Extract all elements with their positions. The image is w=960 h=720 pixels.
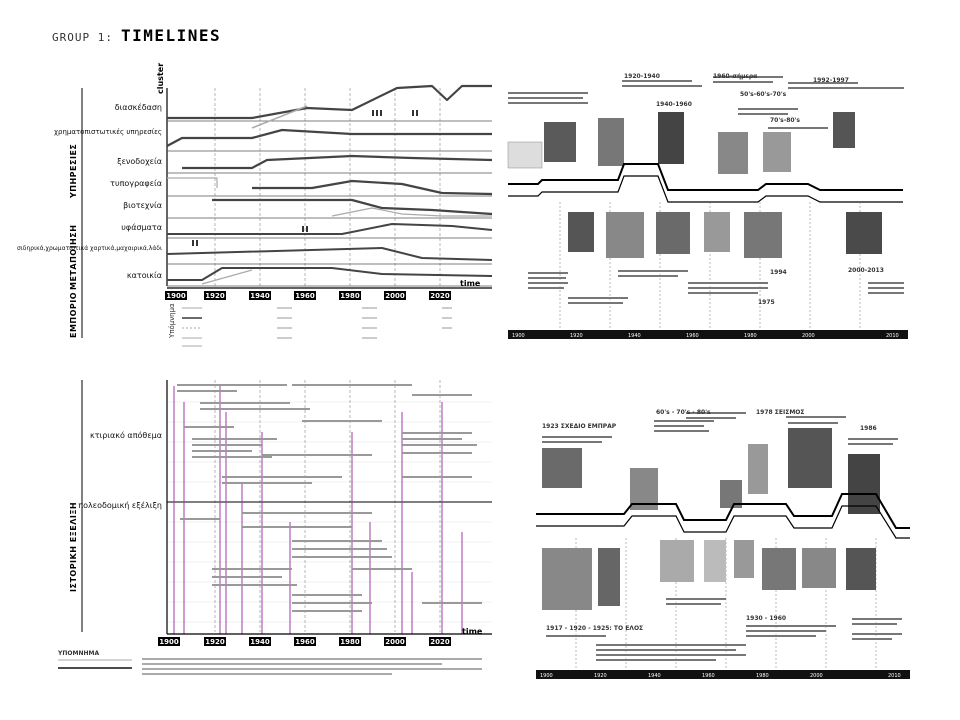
caption: 1994 <box>770 269 787 276</box>
time-axis-label: time <box>460 279 481 288</box>
group-label-services: ΥΠΗΡΕΣΙΕΣ <box>69 143 78 198</box>
history-timeline-svg <box>52 372 497 677</box>
year-tick: 1960 <box>295 292 315 300</box>
row-label-urban-evolution: πολεοδομική εξέλιξη <box>78 501 162 510</box>
caption: 1917 - 1920 - 1925: ΤΟ ΕΛΟΣ <box>546 625 644 632</box>
caption: 1978 ΣΕΙΣΜΟΣ <box>756 409 805 416</box>
year-tick: 1940 <box>628 333 641 339</box>
row-label-hardware: σιδηρικά,χρωματιστικά χαρτικά,μαχαιρικά,λάδι <box>16 245 162 252</box>
year-tick: 2020 <box>430 638 450 646</box>
year-tick: 1980 <box>340 292 360 300</box>
caption: 2000-2013 <box>848 267 884 274</box>
group-label-trade: ΕΜΠΟΡΙΟ <box>69 291 78 338</box>
year-tick: 2010 <box>886 333 899 339</box>
photo-timeline-1 <box>508 72 908 342</box>
legend-label: Υπόμνημα <box>168 303 176 338</box>
row-label-textiles: υφάσματα <box>121 223 162 232</box>
history-timeline-panel <box>52 372 497 677</box>
caption: 1923 ΣΧΕΔΙΟ ΕΜΠΡΑΡ <box>542 423 617 430</box>
services-year-axis <box>165 291 451 300</box>
photo-timeline-2 <box>536 408 910 680</box>
year-tick: 1900 <box>159 638 179 646</box>
group-label-history: ΙΣΤΟΡΙΚΗ ΕΞΕΛΙΞΗ <box>69 501 78 592</box>
page-title: TIMELINES <box>120 26 222 45</box>
group-label-processing: ΜΕΤΑΠΟΙΗΣΗ <box>69 224 78 290</box>
caption: 60's - 70's - 80's <box>656 409 711 416</box>
services-legend <box>182 308 452 346</box>
year-tick: 2000 <box>802 333 815 339</box>
year-tick: 1940 <box>250 292 270 300</box>
row-label-crafts: βιοτεχνία <box>123 201 162 210</box>
year-tick: 2000 <box>810 673 823 679</box>
year-tick: 1920 <box>570 333 583 339</box>
caption: 1992-1997 <box>813 77 849 84</box>
year-tick: 1980 <box>744 333 757 339</box>
time-axis-label: time <box>462 627 483 636</box>
year-tick: 2000 <box>385 292 405 300</box>
history-year-axis <box>158 637 451 646</box>
year-tick: 1940 <box>648 673 661 679</box>
year-tick: 1900 <box>166 292 186 300</box>
year-tick: 1920 <box>205 638 225 646</box>
cluster-axis-label: cluster <box>156 62 165 94</box>
row-label-hotels: ξενοδοχεία <box>117 157 162 166</box>
year-tick: 1920 <box>205 292 225 300</box>
services-timeline-panel <box>16 48 497 360</box>
row-label-entertainment: διασκέδαση <box>114 103 162 112</box>
year-tick: 1960 <box>686 333 699 339</box>
year-tick: 1980 <box>340 638 360 646</box>
year-tick: 1920 <box>594 673 607 679</box>
caption: 1960-σήμερα <box>713 73 758 80</box>
year-tick: 1960 <box>295 638 315 646</box>
year-tick: 1900 <box>512 333 525 339</box>
row-label-building-stock: κτιριακό απόθεμα <box>89 431 162 440</box>
row-label-housing: κατοικία <box>126 271 162 280</box>
row-label-printing: τυπογραφεία <box>110 179 162 188</box>
year-tick: 1900 <box>540 673 553 679</box>
photo-timeline-1-svg <box>508 72 908 342</box>
photo-timeline-2-svg <box>536 408 910 680</box>
caption: 1930 - 1960 <box>746 615 787 622</box>
year-tick: 1960 <box>702 673 715 679</box>
caption: 1986 <box>860 425 877 432</box>
legend-title: ΥΠΟΜΝΗΜΑ <box>58 650 100 657</box>
caption: 50's-60's-70's <box>740 91 787 98</box>
year-tick: 1940 <box>250 638 270 646</box>
caption: 1940-1960 <box>656 101 692 108</box>
services-timeline-svg <box>16 48 497 360</box>
caption: 70's-80's <box>770 117 801 124</box>
row-label-financial: χρηματοπιστωτικές υπηρεσίες <box>53 128 162 136</box>
year-tick: 1980 <box>756 673 769 679</box>
year-tick: 2000 <box>385 638 405 646</box>
caption: 1920-1940 <box>624 73 660 80</box>
year-tick: 2010 <box>888 673 901 679</box>
group-label: GROUP 1: <box>52 31 113 44</box>
year-tick: 2020 <box>430 292 450 300</box>
page-header <box>52 26 221 45</box>
caption: 1975 <box>758 299 775 306</box>
